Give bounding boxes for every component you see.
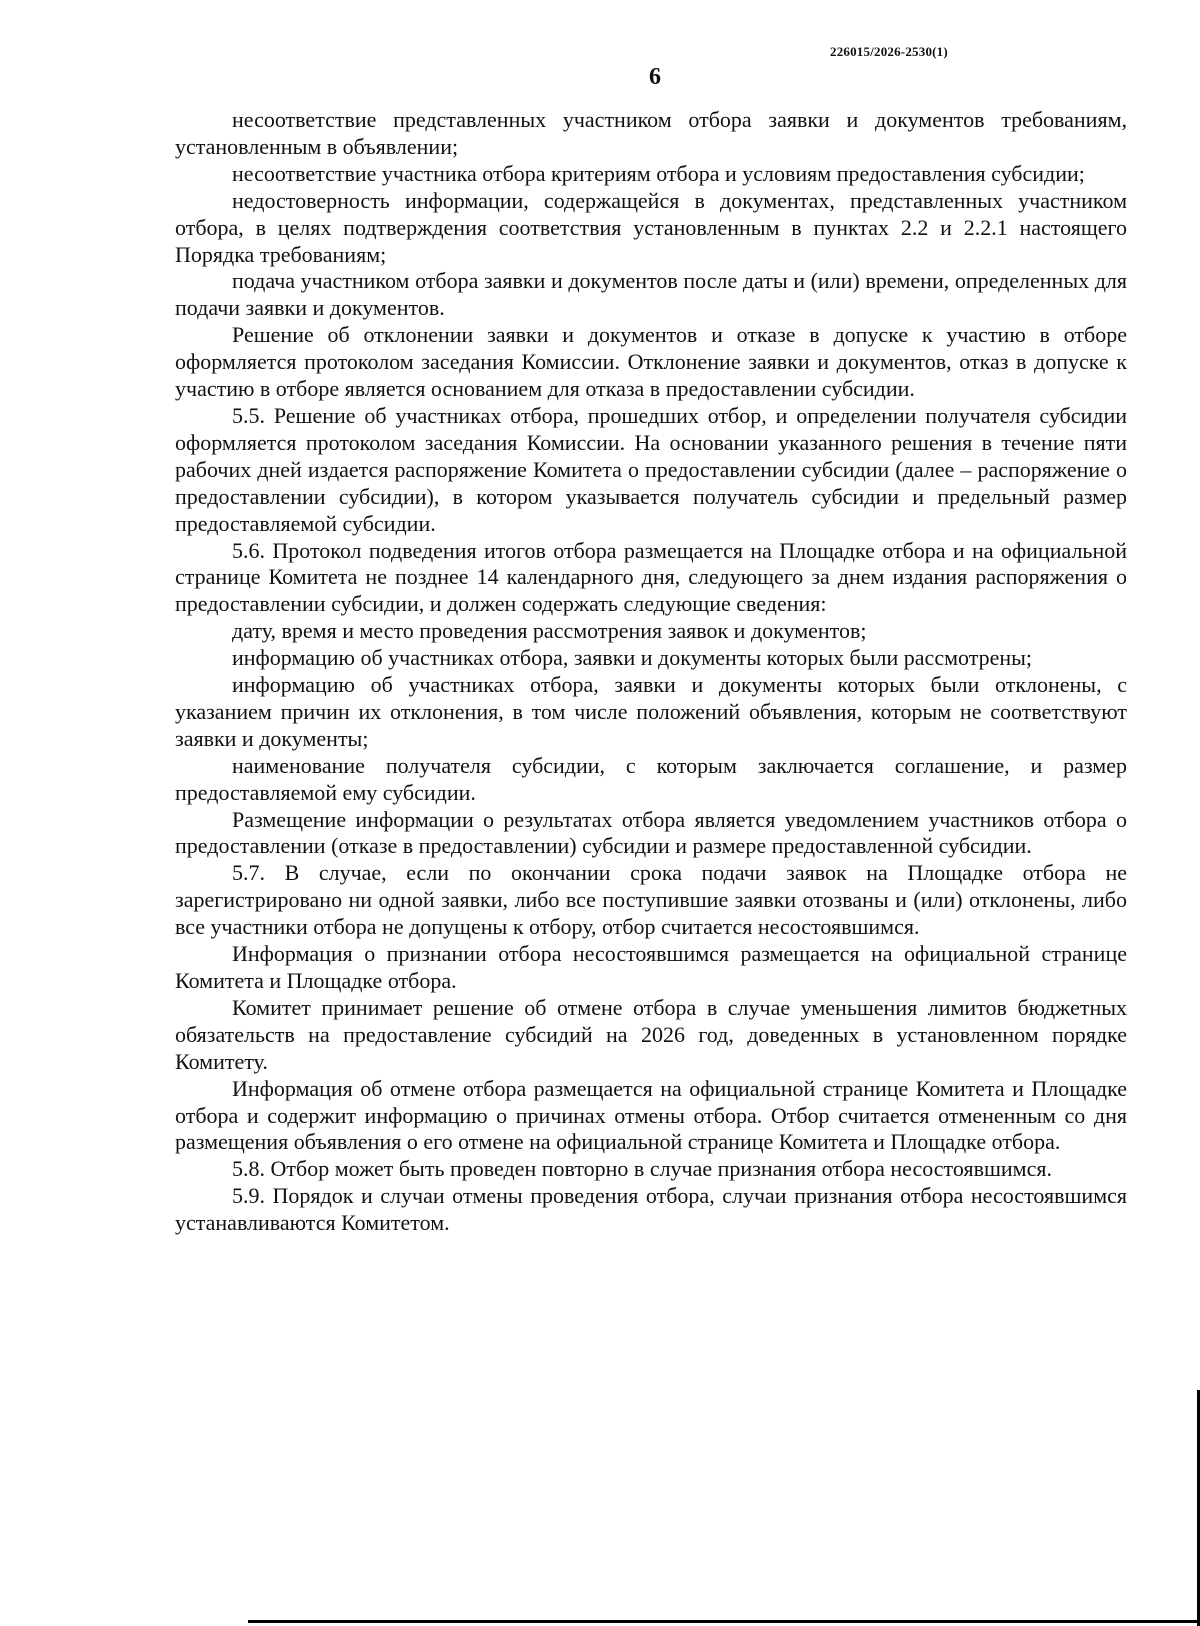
paragraph-item-date-time-place: дату, время и место проведения рассмотрения заявок и документов; bbox=[232, 618, 867, 644]
page-number: 6 bbox=[649, 64, 661, 90]
paragraph-item-unreliable-info: недостоверность информации, содержащейся в документах, представленных участником отбора, в целях подтверждения соответствия установленным в пунктах 2.2 и 2.2.1 настоящего Порядка требованиям; bbox=[175, 187, 1127, 267]
scan-border-bottom bbox=[248, 1620, 1200, 1623]
paragraph-item-mismatch-documents: несоответствие представленных участником отбора заявки и документов требованиям, установленным в объявлении; bbox=[175, 107, 1127, 159]
paragraph-cancellation-info: Информация об отмене отбора размещается на официальной странице Комитета и Площадке отбора и содержит информацию о причинах отмены отбора. Отбор считается отмененным со дня размещения объявления о его отмене на официальной странице Комитета и Площадке отбора. bbox=[175, 1075, 1127, 1155]
paragraph-item-rejected-participants: информацию об участниках отбора, заявки и документы которых были отклонены, с указанием причин их отклонения, в том числе положений объявления, которым не соответствуют заявки и документы; bbox=[175, 672, 1127, 751]
paragraph-item-reviewed-participants: информацию об участниках отбора, заявки и документы которых были рассмотрены; bbox=[232, 645, 1033, 671]
paragraph-5-7: 5.7. В случае, если по окончании срока подачи заявок на Площадке отбора не зарегистрировано ни одной заявки, либо все поступившие заявки отозваны и (или) отклонены, либо все участники отбора не допущены к отбору, отбор считается несостоявшимся. bbox=[175, 860, 1127, 940]
paragraph-5-5: 5.5. Решение об участниках отбора, прошедших отбор, и определении получателя субсидии оформляется протоколом заседания Комиссии. На основании указанного решения в течение пяти рабочих дней издается распоряжение Комитета о предоставлении субсидии (далее – распоряжение о предоставлении субсидии), в котором указывается получатель субсидии и предельный размер предоставляемой субсидии. bbox=[175, 402, 1127, 536]
document-id: 226015/2026-2530(1) bbox=[830, 44, 948, 59]
paragraph-item-mismatch-participant: несоответствие участника отбора критериям отбора и условиям предоставления субсидии; bbox=[232, 160, 1085, 186]
paragraph-failed-selection-info: Информация о признании отбора несостоявшимся размещается на официальной странице Комитета и Площадке отбора. bbox=[175, 941, 1127, 993]
paragraph-5-8: 5.8. Отбор может быть проведен повторно в случае признания отбора несостоявшимся. bbox=[232, 1156, 1052, 1182]
paragraph-rejection-decision: Решение об отклонении заявки и документов и отказе в допуске к участию в отборе оформляется протоколом заседания Комиссии. Отклонение заявки и документов, отказ в допуске к участию в отборе является основанием для отказа в предоставлении субсидии. bbox=[175, 322, 1127, 402]
paragraph-5-6: 5.6. Протокол подведения итогов отбора размещается на Площадке отбора и на официальной странице Комитета не позднее 14 календарного дня, следующего за днем издания распоряжения о предоставлении субсидии, и должен содержать следующие сведения: bbox=[175, 537, 1127, 617]
paragraph-5-9: 5.9. Порядок и случаи отмены проведения отбора, случаи признания отбора несостоявшимся устанавливаются Комитетом. bbox=[175, 1183, 1127, 1236]
document-body bbox=[175, 107, 1127, 1237]
paragraph-item-late-submission: подача участником отбора заявки и документов после даты и (или) времени, определенных для подачи заявки и документов. bbox=[175, 268, 1127, 321]
paragraph-cancellation-decision: Комитет принимает решение об отмене отбора в случае уменьшения лимитов бюджетных обязательств на предоставление субсидий на 2026 год, доведенных в установленном порядке Комитету. bbox=[175, 994, 1127, 1074]
paragraph-item-recipient-name: наименование получателя субсидии, с которым заключается соглашение, и размер предоставляемой ему субсидии. bbox=[175, 752, 1127, 805]
paragraph-results-publication: Размещение информации о результатах отбора является уведомлением участников отбора о предоставлении (отказе в предоставлении) субсидии и размере предоставленной субсидии. bbox=[175, 806, 1127, 859]
